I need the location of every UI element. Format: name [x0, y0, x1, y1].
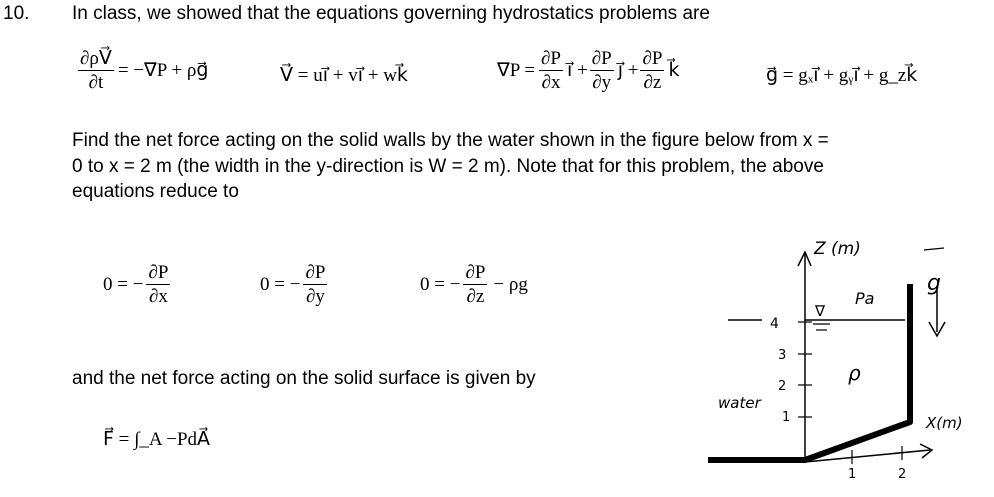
- continuity-fraction: [78, 48, 114, 93]
- continuity-numerator: ∂ρV⃗: [80, 48, 112, 69]
- z-axis-label: Z (m): [814, 239, 861, 259]
- velocity-equation: V⃗ = ui⃗ + vi⃗ + wk⃗: [280, 65, 408, 86]
- gravity-label: g: [927, 271, 941, 296]
- z-tick-label-1: 1: [782, 410, 791, 425]
- z-tick-label-4: 4: [770, 316, 779, 332]
- find-text-line2: 0 to x = 2 m (the width in the y-direction is W = 2 m). Note that for this problem, the above: [72, 156, 824, 177]
- reduced-y-fraction: [303, 262, 327, 307]
- gradient-dz-fraction: [640, 48, 664, 93]
- reduced-z-rhs: − ρg: [493, 273, 528, 295]
- reduced-z-lhs: 0 = −: [420, 273, 461, 295]
- hydrostatics-figure: [700, 232, 990, 494]
- find-text-line1: Find the net force acting on the solid walls by the water shown in the figure below from x =: [72, 130, 829, 151]
- continuity-rhs: = −∇P + ρg⃗: [117, 60, 209, 81]
- reduced-z-den: ∂z: [466, 286, 485, 307]
- solid-wall: [708, 284, 910, 460]
- reduced-x-lhs: 0 = −: [103, 273, 144, 295]
- z-tick-label-3: 3: [778, 348, 787, 363]
- x-axis-label: X(m): [926, 414, 963, 432]
- continuity-equation: [78, 48, 208, 93]
- find-text-line3: equations reduce to: [72, 181, 239, 202]
- reduced-x-num: ∂P: [148, 262, 169, 283]
- x-tick-label-2: 2: [898, 467, 907, 482]
- reduced-z-num: ∂P: [465, 262, 486, 283]
- reduced-z-fraction: [463, 262, 487, 307]
- x-tick-label-1: 1: [848, 467, 857, 482]
- z-tick-label-2: 2: [778, 379, 787, 394]
- gradient-dx-num: ∂P: [541, 48, 562, 69]
- reduced-equation-z: [420, 262, 528, 307]
- gradient-equation: [497, 48, 679, 93]
- reduced-equation-y: [260, 262, 327, 307]
- reduced-x-den: ∂x: [148, 286, 168, 307]
- pa-label: Pa: [855, 289, 875, 308]
- gradient-dx-fraction: [539, 48, 563, 93]
- reduced-y-lhs: 0 = −: [260, 273, 301, 295]
- gradient-dz-den: ∂z: [643, 72, 662, 93]
- gravity-vector-bar: [924, 248, 944, 250]
- rho-label: ρ: [848, 361, 861, 385]
- free-surface-symbol: ∇: [815, 302, 826, 320]
- water-label: water: [718, 394, 761, 412]
- gradient-dy-fraction: [590, 48, 614, 93]
- gradient-lhs: ∇P =: [497, 60, 536, 81]
- reduced-equation-x: [103, 262, 170, 307]
- reduced-x-fraction: [146, 262, 170, 307]
- gradient-i-term: i⃗ +: [567, 60, 588, 81]
- problem-number: 10.: [3, 3, 30, 24]
- force-formula: F⃗ = ∫_A −PdA⃗: [103, 429, 211, 450]
- intro-text: In class, we showed that the equations governing hydrostatics problems are: [72, 3, 710, 24]
- gravity-equation: g⃗ = gₓi⃗ + gᵧi⃗ + g_zk⃗: [766, 65, 918, 86]
- gradient-dz-num: ∂P: [642, 48, 663, 69]
- net-force-text: and the net force acting on the solid surface is given by: [72, 368, 536, 389]
- reduced-y-den: ∂y: [305, 286, 325, 307]
- gradient-k-term: k⃗: [668, 60, 680, 81]
- gradient-dy-num: ∂P: [591, 48, 612, 69]
- gradient-j-term: j⃗ +: [617, 60, 639, 81]
- reduced-y-num: ∂P: [305, 262, 326, 283]
- continuity-denominator: ∂t: [88, 72, 104, 93]
- gradient-dx-den: ∂x: [541, 72, 561, 93]
- gradient-dy-den: ∂y: [592, 72, 612, 93]
